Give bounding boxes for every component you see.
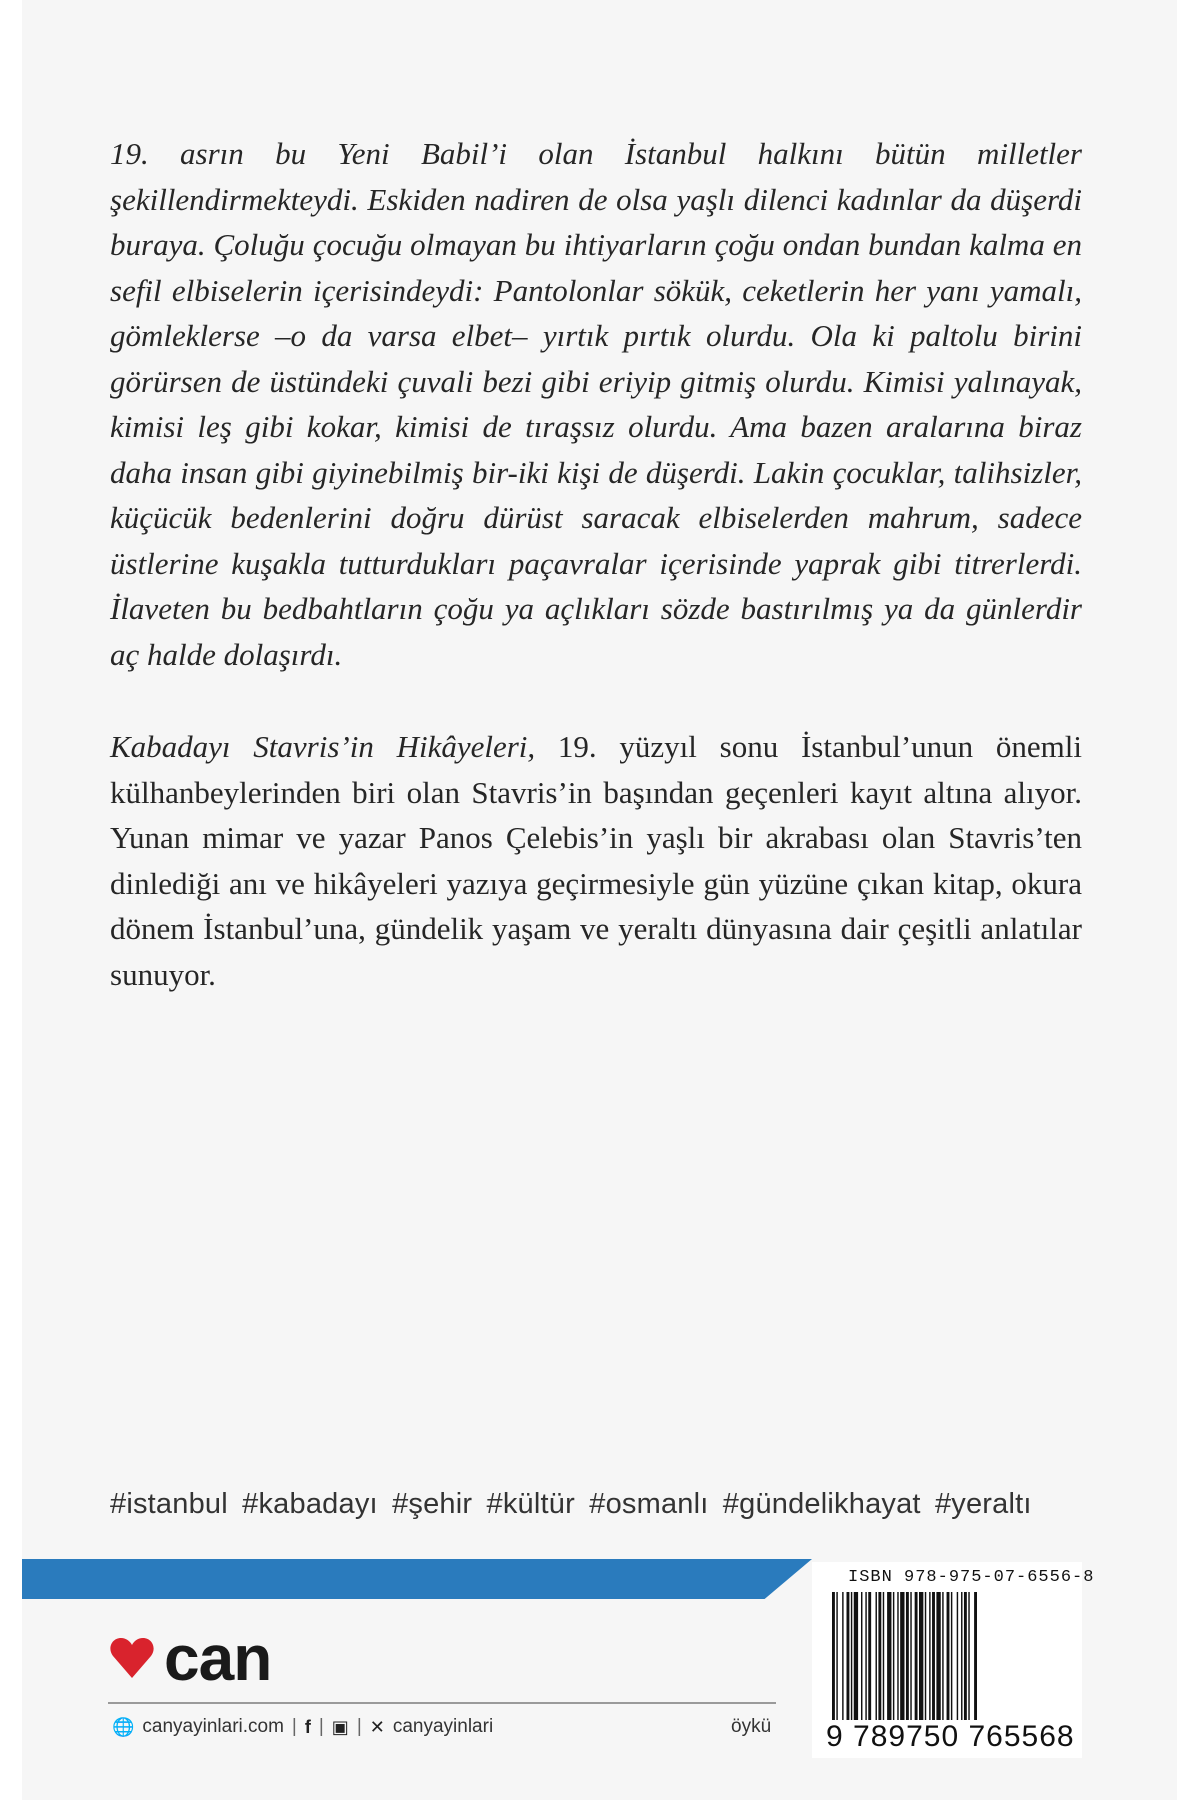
- hashtag: #kabadayı: [242, 1488, 378, 1520]
- barcode-bar: [876, 1592, 877, 1732]
- barcode-bar: [910, 1592, 911, 1732]
- hashtag: #şehir: [392, 1488, 473, 1520]
- barcode-bar: [919, 1592, 923, 1732]
- barcode-bar: [915, 1592, 918, 1732]
- barcode-bar: [957, 1592, 958, 1732]
- barcode-digits: 9 789750 765568: [826, 1720, 1082, 1754]
- barcode-bar: [868, 1592, 871, 1732]
- footer-divider: [108, 1702, 776, 1704]
- barcode-bar: [854, 1592, 858, 1732]
- isbn-label: ISBN 978-975-07-6556-8: [848, 1568, 1095, 1587]
- book-title: Kabadayı Stavris’in Hikâyeleri,: [110, 729, 536, 764]
- barcode-bar: [942, 1592, 943, 1732]
- barcode-bar: [947, 1592, 950, 1732]
- hashtag: #yeraltı: [934, 1488, 1032, 1520]
- hashtag-list: [110, 1488, 1038, 1521]
- genre-label: öykü: [731, 1716, 772, 1737]
- website-link[interactable]: canyayinlari.com: [142, 1716, 284, 1737]
- barcode-bar: [887, 1592, 891, 1732]
- barcode-bar: [836, 1592, 837, 1732]
- barcode-bar: [932, 1592, 935, 1732]
- barcode-bar: [851, 1592, 852, 1732]
- barcode-bar: [968, 1592, 969, 1732]
- barcode-bar: [974, 1592, 977, 1732]
- separator: |: [356, 1716, 362, 1737]
- publisher-links: [112, 1716, 493, 1738]
- barcode-bar: [832, 1592, 835, 1732]
- barcode-bar: [900, 1592, 904, 1732]
- barcode-bar: [878, 1592, 881, 1732]
- barcode: [830, 1592, 1075, 1732]
- separator: |: [318, 1716, 324, 1737]
- instagram-icon[interactable]: ▣: [331, 1716, 349, 1737]
- barcode-bar: [951, 1592, 952, 1732]
- barcode-bar: [847, 1592, 850, 1732]
- barcode-bar: [893, 1592, 894, 1732]
- separator: |: [291, 1716, 297, 1737]
- barcode-bar: [883, 1592, 884, 1732]
- hashtag: #kültür: [486, 1488, 575, 1520]
- hashtag: #istanbul: [110, 1488, 228, 1520]
- summary-paragraph: [110, 724, 1082, 997]
- globe-icon: 🌐: [112, 1716, 135, 1737]
- barcode-bar: [964, 1592, 967, 1732]
- summary-text: 19. yüzyıl sonu İstanbul’unun önemli külhanbeylerinden biri olan Stavris’in başından geçenleri kayıt altına alıyor. Yunan mimar ve yazar Panos Çelebis’in yaşlı bir akrabası olan Stavris’ten dinlediği anı ve hikâyeleri yazıya geçirmesiyle gün yüzüne çıkan kitap, okura dönem İstanbul’una, gündelik yaşam ve yeraltı dünyasına dair çeşitli anlatılar sunuyor.: [110, 729, 1082, 992]
- blue-stripe: [22, 1559, 812, 1599]
- barcode-bar: [842, 1592, 843, 1732]
- barcode-bar: [861, 1592, 862, 1732]
- publisher-logo: [108, 1622, 272, 1694]
- barcode-bar: [897, 1592, 898, 1732]
- logo-wordmark: can: [164, 1622, 272, 1694]
- barcode-bar: [925, 1592, 926, 1732]
- x-icon[interactable]: ✕: [369, 1716, 385, 1737]
- barcode-bar: [936, 1592, 940, 1732]
- barcode-bar: [865, 1592, 866, 1732]
- heart-icon: [108, 1634, 156, 1682]
- hashtag: #osmanlı: [589, 1488, 709, 1520]
- barcode-bar: [906, 1592, 909, 1732]
- social-handle[interactable]: canyayinlari: [392, 1716, 494, 1737]
- blurb-text: 19. asrın bu Yeni Babil’i olan İstanbul halkını bütün milletler şekillendirmekteydi. Eskiden nadiren de olsa yaşlı dilenci kadınlar da düşerdi buraya. Çoluğu çocuğu olmayan bu ihtiyarların çoğu ondan bundan kalma en sefil elbiselerin içerisindeydi: Pantolonlar sökük, ceketlerin her yanı yamalı, gömleklerse –o da varsa elbet– yırtık pırtık olurdu. Ola ki paltolu birini görürsen de üstündeki çuvali bezi gibi eriyip gitmiş olurdu. Kimisi yalınayak, kimisi leş gibi kokar, kimisi de tıraşsız olurdu. Ama bazen aralarına biraz daha insan gibi giyinebilmiş bir-iki kişi de düşerdi. Lakin çocuklar, talihsizler, küçücük bedenlerini doğru dürüst saracak elbiselerden mahrum, sadece üstlerine kuşakla tutturdukları paçavralar içerisinde yaprak gibi titrerlerdi. İlaveten bu bedbahtların çoğu ya açlıkları sözde bastırılmış ya da günlerdir aç halde dolaşırdı.: [110, 136, 1082, 672]
- barcode-bar: [929, 1592, 930, 1732]
- hashtag: #gündelikhayat: [722, 1488, 921, 1520]
- barcode-bar: [961, 1592, 962, 1732]
- facebook-icon[interactable]: f: [304, 1716, 311, 1737]
